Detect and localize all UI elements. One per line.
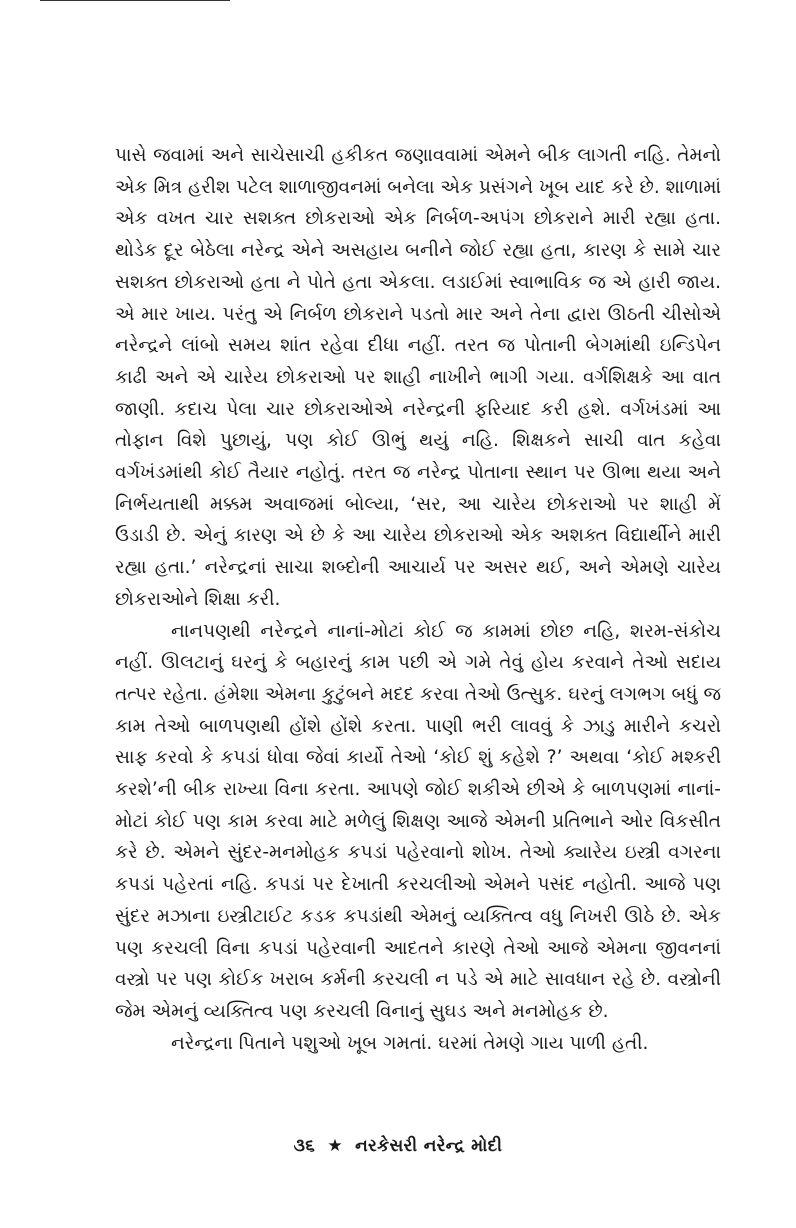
paragraph-1: પાસે જવામાં અને સાચેસાચી હકીકત જણાવવામાં એમને બીક લાગતી નહિ. તેમનો એક મિત્ર હરીશ પટેલ શાળાજીવનમાં બનેલા એક પ્રસંગને ખૂબ યાદ કરે છે. શાળામાં એક વખત ચાર સશક્ત છોકરાઓ એક નિર્બળ-અપંગ છોકરાને મારી રહ્યા હતા. થોડેક દૂર બેઠેલા નરેન્દ્ર એને અસહાય બનીને જોઈ રહ્યા હતા, કારણ કે સામે ચાર સશક્ત છોકરાઓ હતા ને પોતે હતા એકલા. લડાઈમાં સ્વાભાવિક જ એ હારી જાય. એ માર ખાય. પરંતુ એ નિર્બળ છોકરાને પડતો માર અને તેના દ્વારા ઊઠતી ચીસોએ નરેન્દ્રને લાંબો સમય શાંત રહેવા દીધા નહીં. તરત જ પોતાની બેગમાંથી ઇન્ડિપેન કાઢી અને એ ચારેય છોકરાઓ પર શાહી નાખીને ભાગી ગયા. વર્ગશિક્ષકે આ વાત જાણી. કદાચ પેલા ચાર છોકરાઓએ નરેન્દ્રની ફરિયાદ કરી હશે. વર્ગખંડમાં આ તોફાન વિશે પુછાયું, પણ કોઈ ઊભું થયું નહિ. શિક્ષકને સાચી વાત કહેવા વર્ગખંડમાંથી કોઈ તૈયાર નહોતું. તરત જ નરેન્દ્ર પોતાના સ્થાન પર ઊભા થયા અને નિર્ભયતાથી મક્કમ અવાજમાં બોલ્યા, ‘સર, આ ચારેય છોકરાઓ પર શાહી મેં ઉડાડી છે. એનું કારણ એ છે કે આ ચારેય છોકરાઓ એક અશક્ત વિદ્યાર્થીને મારી રહ્યા હતા.’ નરેન્દ્રનાં સાચા શબ્દોની આચાર્ય પર અસર થઈ, અને એમણે ચારેય છોકરાઓને શિક્ષા કરી.: [115, 145, 721, 610]
paragraph-2: નાનપણથી નરેન્દ્રને નાનાં-મોટાં કોઈ જ કામમાં છોછ નહિ, શરમ-સંકોચ નહીં. ઊલટાનું ઘરનું કે બહારનું કામ પછી એ ગમે તેવું હોય કરવાને તેઓ સદાય તત્પર રહેતા. હંમેશા એમના કુટુંબને મદદ કરવા તેઓ ઉત્સુક. ઘરનું લગભગ બધું જ કામ તેઓ બાળપણથી હોંશે હોંશે કરતા. પાણી ભરી લાવવું કે ઝાડુ મારીને કચરો સાફ કરવો કે કપડાં ધોવા જેવાં કાર્યો તેઓ ‘કોઈ શું કહેશે ?’ અથવા ‘કોઈ મશ્કરી કરશે’ની બીક રાખ્યા વિના કરતા. આપણે જોઈ શકીએ છીએ કે બાળપણમાં નાનાં-મોટાં કોઈ પણ કામ કરવા માટે મળેલું શિક્ષણ આજે એમની પ્રતિભાને ઓર વિકસીત કરે છે. એમને સુંદર-મનમોહક કપડાં પહેરવાનો શોખ. તેઓ ક્યારેય ઇસ્ત્રી વગરના કપડાં પહેરતાં નહિ. કપડાં પર દેખાતી કરચલીઓ એમને પસંદ નહોતી. આજે પણ સુંદર મઝાના ઇસ્ત્રીટાઈટ કડક કપડાંથી એમનું વ્યક્તિત્વ વધુ નિખરી ઊઠે છે. એક પણ કરચલી વિના કપડાં પહેરવાની આદતને કારણે તેઓ આજે એમના જીવનનાં વસ્ત્રો પર પણ કોઈક ખરાબ કર્મની કરચલી ન પડે એ માટે સાવધાન રહે છે. વસ્ત્રોની જેમ એમનું વ્યક્તિત્વ પણ કરચલી વિનાનું સુઘડ અને મનમોહક છે.: [115, 620, 721, 1022]
book-title: નરકેસરી નરેન્દ્ર મોદી: [355, 1136, 503, 1156]
top-edge-rule: [40, 0, 230, 1]
star-icon: ★: [327, 1136, 343, 1156]
paragraph-3: નરેન્દ્રના પિતાને પશુઓ ખૂબ ગમતાં. ઘરમાં તેમણે ગાય પાળી હતી.: [171, 1032, 649, 1054]
page-number: ૩૬: [293, 1136, 316, 1156]
body-text: [115, 140, 721, 1059]
page-footer: [0, 1136, 796, 1156]
